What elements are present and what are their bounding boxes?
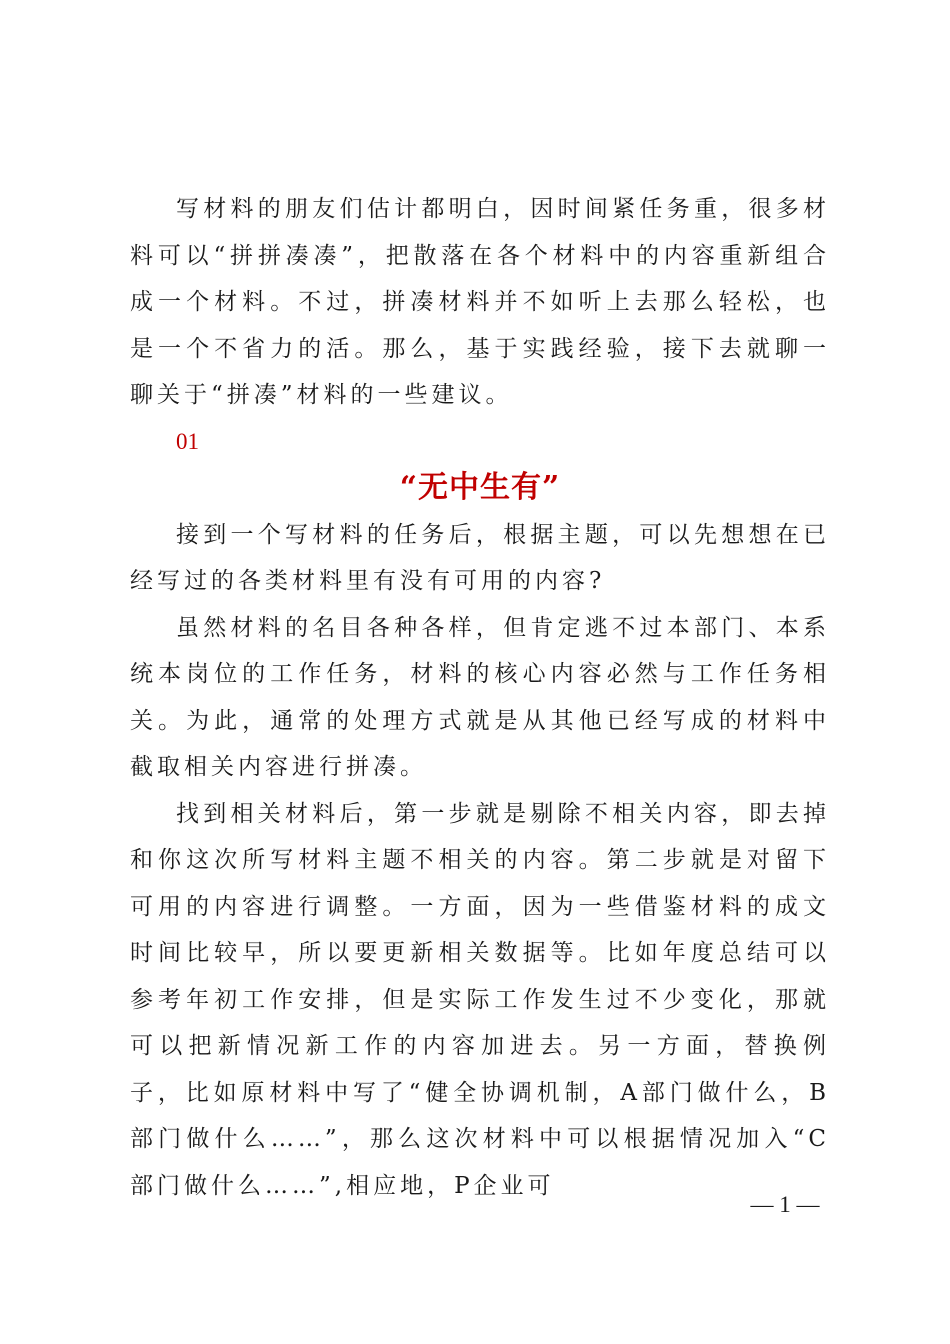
section-title: “无中生有” [399,470,561,505]
document-body [130,186,830,1209]
body-paragraph: 虽然材料的名目各种各样，但肯定逃不过本部门、本系统本岗位的工作任务，材料的核心内容必然与工作任务相关。为此，通常的处理方式就是从其他已经写成的材料中截取相关内容进行拼凑。 [130,614,830,780]
intro-paragraph: 写材料的朋友们估计都明白，因时间紧任务重，很多材料可以“拼拼凑凑”，把散落在各个材料中的内容重新组合成一个材料。不过，拼凑材料并不如听上去那么轻松，也是一个不省力的活。那么，基于实践经验，接下去就聊一聊关于“拼凑”材料的一些建议。 [130,196,830,408]
section-number: 01 [176,428,199,454]
body-paragraph: 找到相关材料后，第一步就是剔除不相关内容，即去掉和你这次所写材料主题不相关的内容。第二步就是对留下可用的内容进行调整。一方面，因为一些借鉴材料的成文时间比较早，所以要更新相关数据等。比如年度总结可以参考年初工作安排，但是实际工作发生过不少变化，那就可以把新情况新工作的内容加进去。另一方面，替换例子，比如原材料中写了“健全协调机制，A部门做什么，B部门做什么……”，那么这次材料中可以根据情况加入“C部门做什么……”,相应地，P企业可 [130,800,830,1199]
page-number: — 1 — [750,1192,820,1217]
body-paragraph: 接到一个写材料的任务后，根据主题，可以先想想在已经写过的各类材料里有没有可用的内容? [130,521,830,594]
